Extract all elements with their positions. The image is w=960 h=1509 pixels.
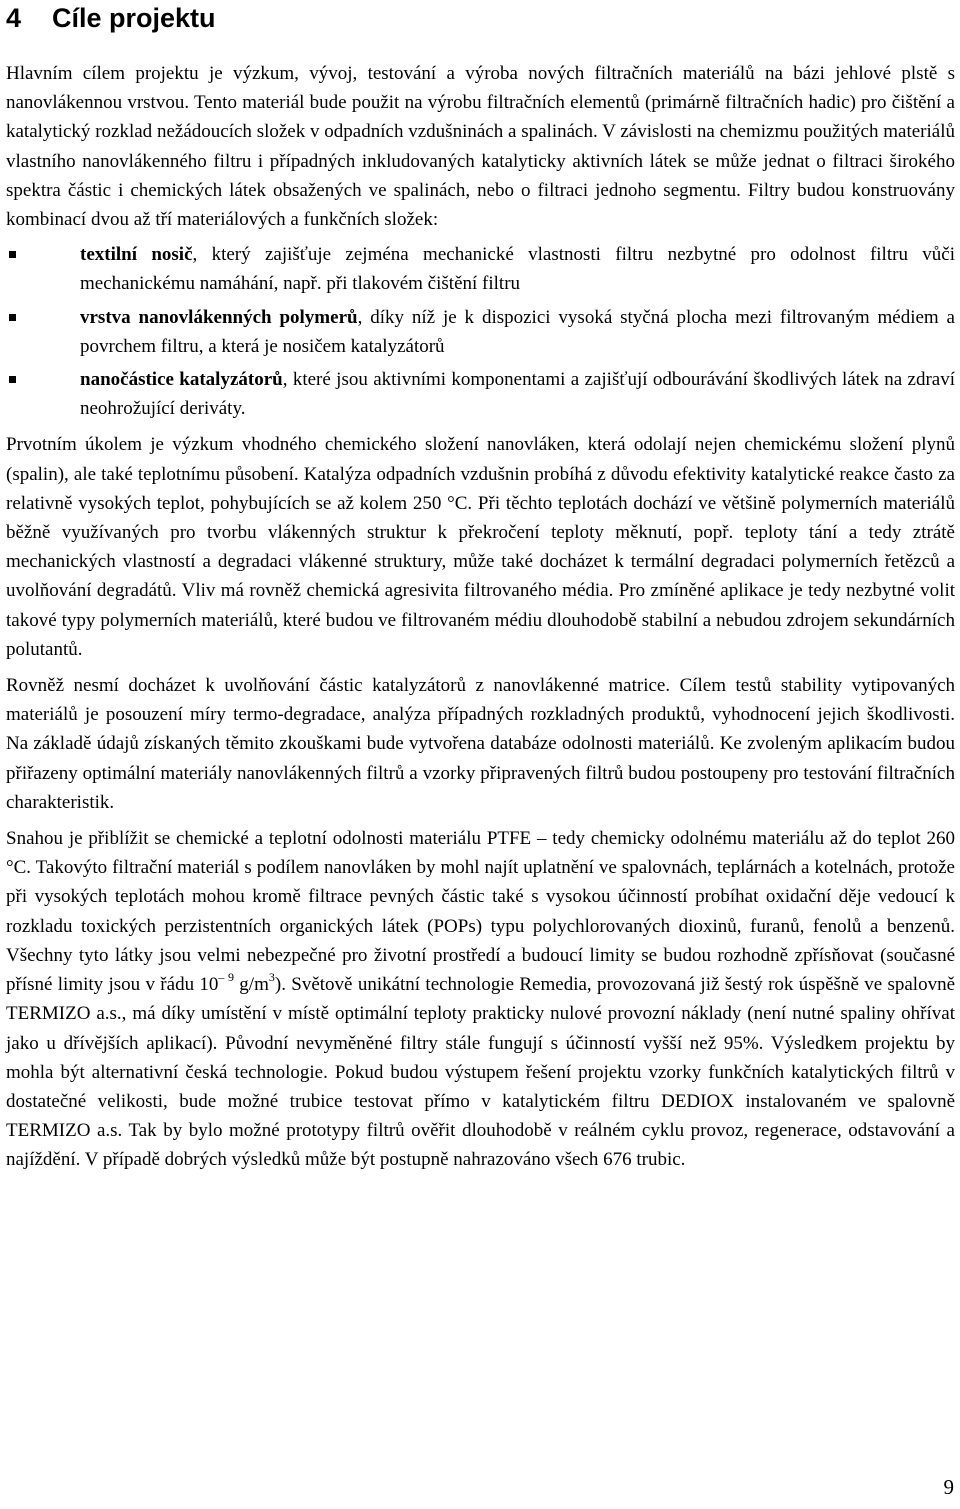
exponent-neg9: – 9 bbox=[218, 970, 234, 985]
ptfe-text-b: g/m bbox=[233, 974, 269, 996]
list-item-text: , který zajišťuje zejména mechanické vlastnosti filtru nezbytné pro odolnost filtru vůči mechanickému namáhání, např. při tlakovém čištění filtru bbox=[80, 244, 955, 295]
bullet-square-icon bbox=[9, 376, 16, 383]
section-title: Cíle projektu bbox=[52, 3, 216, 33]
list-item-bold: textilní nosič bbox=[80, 244, 193, 266]
list-item-text: , které jsou aktivními komponentami a zajišťují odbourávání škodlivých látek na zdraví neohrožující deriváty. bbox=[80, 369, 955, 420]
intro-paragraph: Hlavním cílem projektu je výzkum, vývoj, testování a výroba nových filtračních materiálů na bázi jehlové plstě s nanovlákennou vrstvou. Tento materiál bude použit na výrobu filtračních elementů (primárně filtračních hadic) pro čištění a katalytický rozklad nežádoucích složek v odpadních vzdušninách a spalinách. V závislosti na chemizmu použitých materiálů vlastního nanovlákenného filtru i případných inkludovaných katalyticky aktivních látek se může jednat o filtraci širokého spektra částic i chemických látek obsažených ve spalinách, nebo o filtraci jednoho segmentu. Filtry budou konstruovány kombinací dvou až tří materiálových a funkčních složek: bbox=[6, 63, 955, 231]
list-item-text: , díky níž je k dispozici vysoká styčná plocha mezi filtrovaným médiem a povrchem filtru, a která je nosičem katalyzátorů bbox=[80, 306, 955, 357]
paragraph-ptfe bbox=[6, 824, 955, 1174]
page-number: 9 bbox=[943, 1475, 954, 1499]
component-list bbox=[6, 240, 955, 423]
document-page bbox=[6, 0, 955, 1175]
bullet-square-icon bbox=[9, 314, 16, 321]
list-item bbox=[6, 303, 955, 361]
paragraph-first-task: Prvotním úkolem je výzkum vhodného chemického složení nanovláken, která odolají nejen chemickému složení plynů (spalin), ale také teplotnímu působení. Katalýza odpadních vzdušnin probíhá z důvodu efektivity katalytické reakce často za relativně vysokých teplot, pohybujících se až kolem 250 °C. Při těchto teplotách dochází ve většině polymerních materiálů běžně využívaných pro tvorbu vlákenných struktur k překročení teploty měknutí, popř. teploty tání a tedy ztrátě mechanických vlastností a degradaci vlákenné struktury, může také docházet k termální degradaci polymerních řetězců a uvolňování degradátů. Vliv má rovněž chemická agresivita filtrovaného média. Pro zmíněné aplikace je tedy nezbytné volit takové typy polymerních materiálů, které budou ve filtrovaném médiu dlouhodobě stabilní a nebudou zdrojem sekundárních polutantů. bbox=[6, 434, 955, 660]
list-item bbox=[6, 365, 955, 423]
exponent-3: 3 bbox=[268, 970, 275, 985]
ptfe-text-c: ). Světově unikátní technologie Remedia, provozovaná již šestý rok úspěšně ve spalovně TERMIZO a.s., má díky umístění v místě optimální teploty prakticky nulové provozní náklady (není nutné spaliny ohřívat jako u dřívějších aplikací). Původní nevyměněné filtry stále fungují s účinností vyšší než 95%. Výsledkem projektu by mohla být alternativní česká technologie. Pokud budou výstupem řešení projektu vzorky funkčních katalytických filtrů v dostatečné velikosti, bude možné trubice testovat přímo v katalytickém filtru DEDIOX instalovaném ve spalovně TERMIZO a.s. Tak by bylo možné prototypy filtrů ověřit dlouhodobě v reálném cyklu provoz, regenerace, odstavování a najíždění. V případě dobrých výsledků může být postupně nahrazováno všech 676 trubic. bbox=[6, 974, 956, 1171]
list-item bbox=[6, 240, 955, 298]
ptfe-text-a: Snahou je přiblížit se chemické a teplotní odolnosti materiálu PTFE – tedy chemicky odolnému materiálu až do teplot 260 °C. Takovýto filtrační materiál s podílem nanovláken by mohl najít uplatnění ve spalovnách, teplárnách a kotelnách, protože při vysokých teplotách mohou kromě filtrace pevných částic také s vysokou účinností probíhat oxidační děje vedoucí k rozkladu toxických perzistentních organických látek (POPs) typu polychlorovaných dioxinů, furanů, fenolů a benzenů. Všechny tyto látky jsou velmi nebezpečné pro životní prostředí a budoucí limity se budou rozhodně zpřísňovat (současné přísné limity jsou v řádu 10 bbox=[6, 828, 955, 996]
list-item-bold: vrstva nanovlákenných polymerů bbox=[80, 306, 358, 328]
section-heading bbox=[6, 0, 955, 34]
list-item-bold: nanočástice katalyzátorů bbox=[80, 369, 283, 391]
paragraph-stability: Rovněž nesmí docházet k uvolňování částic katalyzátorů z nanovlákenné matrice. Cílem testů stability vytipovaných materiálů je posouzení míry termo-degradace, analýza případných rozkladných produktů, vyhodnocení jejich škodlivosti. Na základě údajů získaných těmito zkouškami bude vytvořena databáze odolnosti materiálů. Ke zvoleným aplikacím budou přiřazeny optimální materiály nanovlákenných filtrů a vzorky připravených filtrů budou postoupeny pro testování filtračních charakteristik. bbox=[6, 675, 955, 813]
bullet-square-icon bbox=[9, 251, 16, 258]
section-number: 4 bbox=[6, 3, 22, 33]
